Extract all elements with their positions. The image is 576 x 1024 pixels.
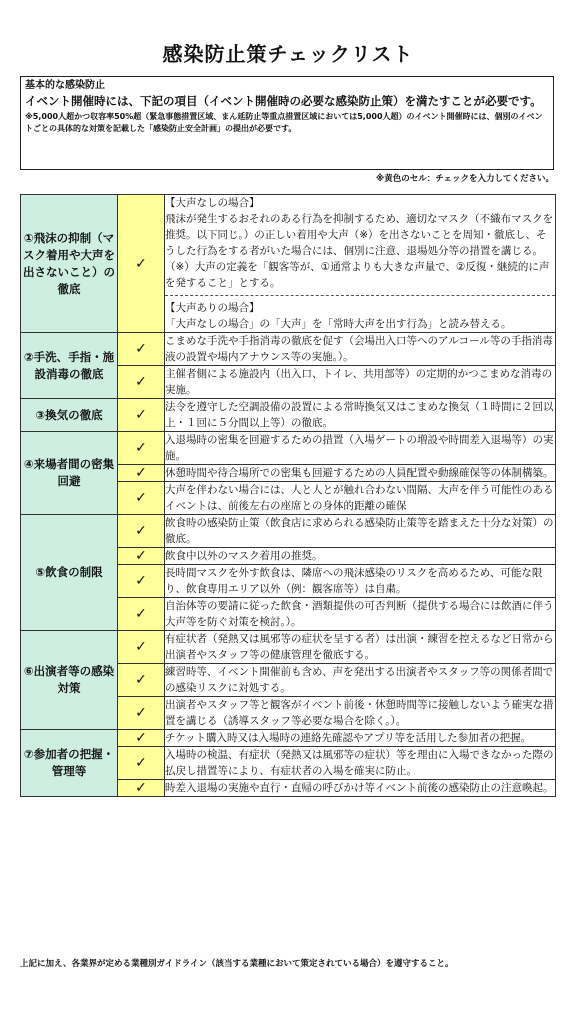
- item-line: 自治体等の要請に従った飲食・酒類提供の可否判断（提供する場合には飲酒に伴う大声等を防ぐ対策を検討。）。: [165, 600, 554, 628]
- item-text: [165, 548, 555, 564]
- check-cell[interactable]: ✓: [118, 780, 165, 797]
- item-text: [165, 747, 555, 779]
- item-text-cell: [165, 747, 556, 780]
- check-cell[interactable]: ✓: [118, 565, 165, 598]
- check-cell[interactable]: ✓: [118, 399, 165, 432]
- checklist-row: [21, 399, 556, 432]
- item-text-cell: [165, 730, 556, 747]
- item-text-cell: [165, 598, 556, 631]
- check-cell[interactable]: ✓: [118, 465, 165, 482]
- item-text: [165, 664, 555, 696]
- item-text-cell: [165, 399, 556, 432]
- checklist-table: [20, 194, 556, 797]
- category-label: ③換気の徹底: [21, 399, 118, 432]
- item-line: 【大声なしの場合】: [165, 197, 260, 209]
- item-line: 法令を遵守した空調設備の設置による常時換気又はこまめな換気（１時間に２回以上・１回に５分間以上等）の徹底。: [165, 401, 554, 429]
- item-text: [165, 565, 555, 597]
- intro-main-text: イベント開催時には、下記の項目（イベント開催時の必要な感染防止策）を満たすことが必要です。: [25, 94, 542, 108]
- page-title: 感染防止策チェックリスト: [162, 42, 414, 66]
- item-line: こまめな手洗や手指消毒の徹底を促す（会場出入口等へのアルコール等の手指消毒液の設置や場内アナウンス等の実施。）。: [165, 335, 553, 363]
- item-text: [165, 515, 555, 547]
- item-text: [165, 598, 555, 630]
- item-text: [165, 333, 555, 365]
- item-text-cell: [165, 548, 556, 565]
- check-cell[interactable]: ✓: [118, 747, 165, 780]
- item-text: [165, 697, 555, 729]
- checklist-row: [21, 432, 556, 465]
- check-cell[interactable]: ✓: [118, 730, 165, 747]
- intro-note: ※5,000人超かつ収容率50%超（緊急事態措置区域、まん延防止等重点措置区域においては5,000人超）のイベント開催時には、個別のイベントごとの具体的な対策を記載した「感染防止安全計画」の提出が必要です。: [25, 112, 543, 133]
- check-cell[interactable]: ✓: [118, 548, 165, 565]
- item-line: 練習時等、イベント開催前も含め、声を発出する出演者やスタッフ等の関係者間での感染リスクに対処する。: [165, 666, 554, 694]
- check-cell[interactable]: ✓: [118, 515, 165, 548]
- item-line: 長時間マスクを外す飲食は、隣席への飛沫感染のリスクを高めるため、可能な限り、飲食専用エリア以外（例：観客席等）は自粛。: [165, 567, 543, 595]
- category-label: ⑦参加者の把握・管理等: [21, 730, 118, 797]
- footer-note: 上記に加え、各業界が定める業種別ガイドライン（該当する業種において策定されている場合）を遵守すること。: [20, 959, 454, 969]
- item-text-cell: [165, 432, 556, 465]
- item-line: 飛沫が発生するおそれのある行為を抑制するため、適切なマスク（不織布マスクを推奨。以下同じ。）の正しい着用や大声（※）を出さないことを周知・徹底し、そうした行為をする者がいた場合には、個別に注意、退場処分等の措置を講じる。: [165, 213, 554, 257]
- check-cell[interactable]: ✓: [118, 598, 165, 631]
- intro-heading: 基本的な感染防止: [25, 80, 105, 91]
- item-text-cell: [165, 664, 556, 697]
- item-line: 休憩時間や待合場所での密集も回避するための人員配置や動線確保等の体制構築。: [165, 467, 554, 479]
- item-line: （※）大声の定義を「観客等が、①通常よりも大きな声量で、②反復・継続的に声を発すること」とする。: [165, 261, 550, 289]
- item-text-cell: [165, 780, 556, 797]
- item-text-cell: [165, 195, 556, 333]
- item-text: [165, 295, 555, 332]
- item-line: 入退場時の密集を回避するための措置（入場ゲートの増設や時間差入退場等）の実施。: [165, 434, 554, 462]
- item-text: [165, 432, 555, 464]
- item-text: [165, 482, 555, 514]
- checklist-row: [21, 730, 556, 747]
- item-text: [165, 465, 555, 481]
- item-line: 【大声ありの場合】: [165, 302, 260, 314]
- item-text-cell: [165, 366, 556, 399]
- check-cell[interactable]: ✓: [118, 432, 165, 465]
- check-cell[interactable]: ✓: [118, 631, 165, 664]
- item-text: [165, 780, 555, 796]
- item-text-cell: [165, 565, 556, 598]
- category-label: ①飛沫の抑制（マスク着用や大声を出さないこと）の徹底: [21, 195, 118, 333]
- item-line: 主催者側による施設内（出入口、トイレ、共用部等）の定期的かつこまめな消毒の実施。: [165, 368, 553, 396]
- check-cell[interactable]: ✓: [118, 664, 165, 697]
- item-line: 大声を伴わない場合には、人と人とが触れ合わない間隔、大声を伴う可能性のあるイベントは、前後左右の座席との身体的距離の確保: [165, 484, 554, 512]
- checklist-row: [21, 515, 556, 548]
- checklist-row: [21, 631, 556, 664]
- check-cell[interactable]: ✓: [118, 195, 165, 333]
- check-cell[interactable]: ✓: [118, 333, 165, 366]
- item-text-cell: [165, 465, 556, 482]
- category-label: ④来場者間の密集回避: [21, 432, 118, 515]
- checklist-row: [21, 333, 556, 366]
- item-text: [165, 631, 555, 663]
- item-line: 時差入退場の実施や直行・直帰の呼びかけ等イベント前後の感染防止の注意喚起。: [165, 782, 554, 794]
- check-cell[interactable]: ✓: [118, 366, 165, 399]
- item-text-cell: [165, 515, 556, 548]
- category-label: ⑤飲食の制限: [21, 515, 118, 631]
- category-label: ②手洗、手指・施設消毒の徹底: [21, 333, 118, 399]
- item-text-cell: [165, 333, 556, 366]
- item-line: 有症状者（発熱又は風邪等の症状を呈する者）は出演・練習を控えるなど日常から出演者やスタッフ等の健康管理を徹底する。: [165, 633, 554, 661]
- item-text: [165, 399, 555, 431]
- item-text: [165, 730, 555, 746]
- item-line: 飲食中以外のマスク着用の推奨。: [165, 550, 323, 562]
- check-cell[interactable]: ✓: [118, 697, 165, 730]
- item-text-cell: [165, 697, 556, 730]
- check-cell[interactable]: ✓: [118, 482, 165, 515]
- legend-note: ※黄色のセル：チェックを入力してください。: [375, 174, 554, 184]
- item-text-cell: [165, 482, 556, 515]
- item-line: 「大声なしの場合」の「大声」を「常時大声を出す行為」と読み替える。: [165, 318, 512, 330]
- item-text: [165, 195, 555, 291]
- checklist-row: [21, 195, 556, 333]
- item-text-cell: [165, 631, 556, 664]
- item-line: 飲食時の感染防止策（飲食店に求められる感染防止策等を踏まえた十分な対策）の徹底。: [165, 517, 554, 545]
- item-line: 出演者やスタッフ等と観客がイベント前後・休憩時間等に接触しないよう確実な措置を講じる（誘導スタッフ等必要な場合を除く。）。: [165, 699, 554, 727]
- item-line: 入場時の検温、有症状（発熱又は風邪等の症状）等を理由に入場できなかった際の払戻し措置等により、有症状者の入場を確実に防止。: [165, 749, 554, 777]
- item-text: [165, 366, 555, 398]
- item-line: チケット購入時又は入場時の連絡先確認やアプリ等を活用した参加者の把握。: [165, 732, 532, 744]
- category-label: ⑥出演者等の感染対策: [21, 631, 118, 730]
- intro-box: [20, 76, 554, 170]
